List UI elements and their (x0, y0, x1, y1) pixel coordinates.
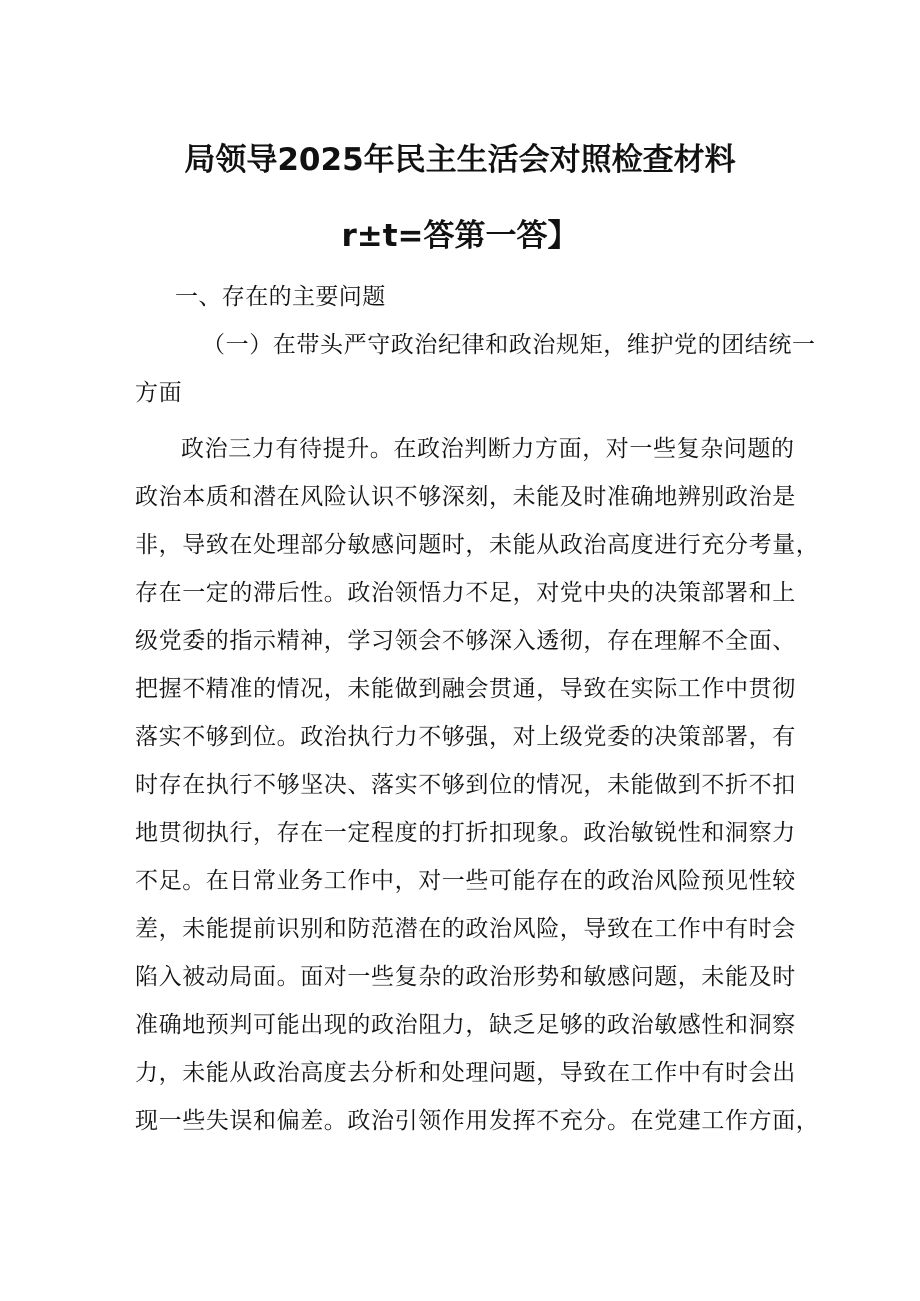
body-line: 存在一定的滞后性。政治领悟力不足，对党中央的决策部署和上 (135, 580, 796, 606)
document-title: 局领导2025年民主生活会对照检查材料 (184, 142, 736, 178)
body-line: 非，导致在处理部分敏感问题时，未能从政治高度进行充分考量， (135, 532, 820, 558)
body-line: 时存在执行不够坚决、落实不够到位的情况，未能做到不折不扣 (135, 772, 796, 798)
body-line: 地贯彻执行，存在一定程度的打折扣现象。政治敏锐性和洞察力 (135, 820, 796, 846)
subsection-heading-line-2: 方面 (135, 380, 183, 406)
body-line: 准确地预判可能出现的政治阻力，缺乏足够的政治敏感性和洞察 (135, 1012, 796, 1038)
document-subtitle: r±t=答第一答】 (341, 218, 579, 254)
body-line: 差，未能提前识别和防范潜在的政治风险，导致在工作中有时会 (135, 916, 796, 942)
body-line: 政治本质和潜在风险认识不够深刻，未能及时准确地辨别政治是 (135, 484, 796, 510)
body-line: 级党委的指示精神，学习领会不够深入透彻，存在理解不全面、 (135, 628, 796, 654)
body-paragraph (135, 425, 820, 1145)
body-line: 把握不精准的情况，未能做到融会贯通，导致在实际工作中贯彻 (135, 676, 796, 702)
body-line: 落实不够到位。政治执行力不够强，对上级党委的决策部署，有 (135, 724, 796, 750)
body-line: 力，未能从政治高度去分析和处理问题，导致在工作中有时会出 (135, 1060, 796, 1086)
body-line: 陷入被动局面。面对一些复杂的政治形势和敏感问题，未能及时 (135, 964, 796, 990)
body-line: 政治三力有待提升。在政治判断力方面，对一些复杂问题的 (181, 436, 795, 462)
body-line: 现一些失误和偏差。政治引领作用发挥不充分。在党建工作方面， (135, 1108, 820, 1134)
body-line: 不足。在日常业务工作中，对一些可能存在的政治风险预见性较 (135, 868, 796, 894)
subsection-heading-line-1: （一）在带头严守政治纪律和政治规矩，维护党的团结统一 (202, 332, 816, 358)
section-heading: 一、存在的主要问题 (175, 284, 386, 310)
